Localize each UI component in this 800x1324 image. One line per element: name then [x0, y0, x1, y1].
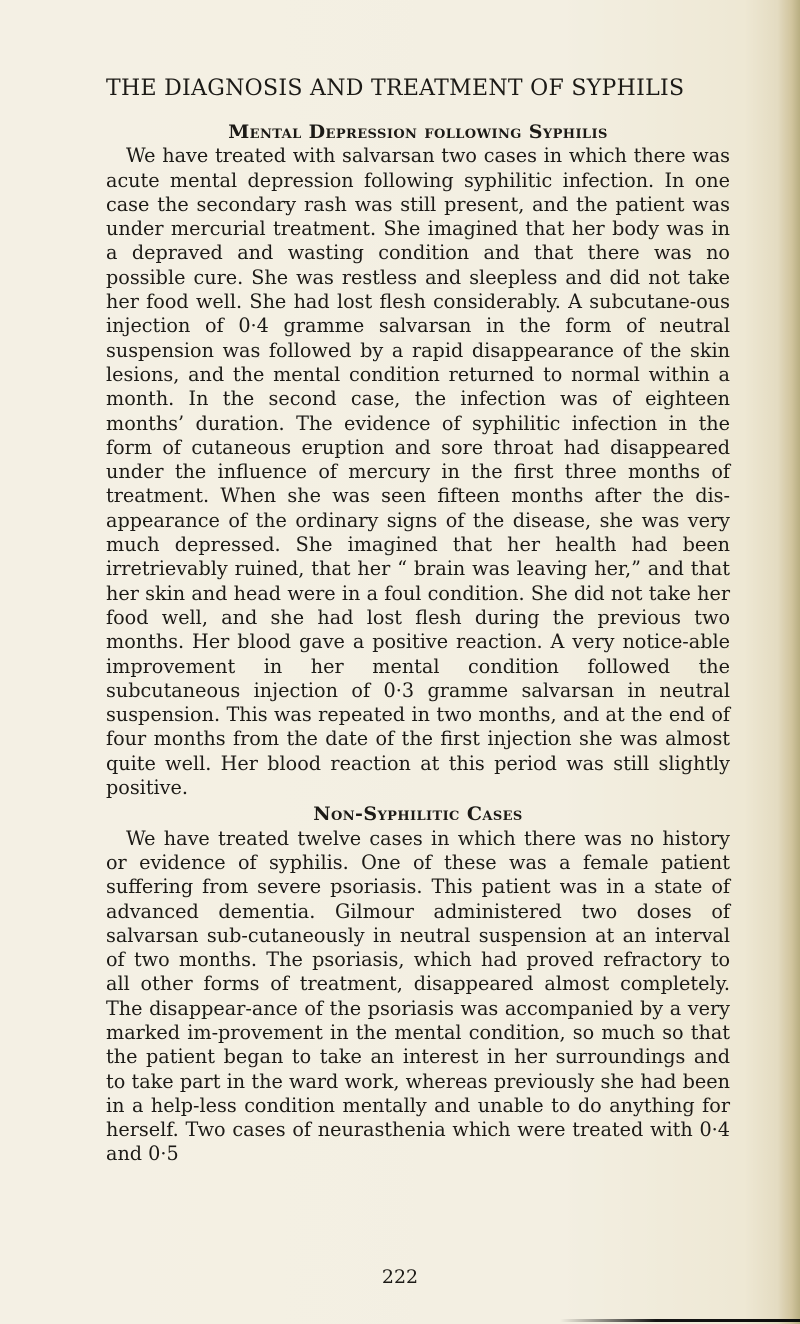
section-heading-mental-depression: Mental Depression following Syphilis	[228, 121, 608, 143]
page-edge-shading	[778, 0, 800, 1324]
section-heading-non-syphilitic: Non-Syphilitic Cases	[313, 803, 523, 826]
paragraph-mental-depression: We have treated with salvarsan two cases in which there was acute mental depression following syphilitic infection. In one case the secondary rash was still present, and the patient was under mercurial treatment. She imagined that her body was in a depraved and wasting condition and that there was no possible cure. She was restless and sleepless and did not take her food well. She had lost flesh considerably. A subcutane-ous injection of 0·4 gramme salvarsan in the form of neutral suspension was followed by a rapid disappearance of the skin lesions, and the mental condition returned to normal within a month. In the second case, the infection was of eighteen months’ duration. The evidence of syphilitic infection in the form of cutaneous eruption and sore throat had disappeared under the influence of mercury in the first three months of treatment. When she was seen fifteen months after the dis-appearance of the ordinary signs of the disease, she was very much depressed. She imagined that her health had been irretrievably ruined, that her “ brain was leaving her,” and that her skin and head were in a foul condition. She did not take her food well, and she had lost flesh during the previous two months. Her blood gave a positive reaction. A very notice-able improvement in her mental condition followed the subcutaneous injection of 0·3 gramme salvarsan in neutral suspension. This was repeated in two months, and at the end of four months from the date of the first injection she was almost quite well. Her blood reaction at this period was still slightly positive.	[106, 144, 730, 800]
paragraph-non-syphilitic: We have treated twelve cases in which there was no history or evidence of syphilis. One of these was a female patient suffering from severe psoriasis. This patient was in a state of advanced dementia. Gilmour administered two doses of salvarsan sub-cutaneously in neutral suspension at an interval of two months. The psoriasis, which had proved refractory to all other forms of treatment, disappeared almost completely. The disappear-ance of the psoriasis was accompanied by a very marked im-provement in the mental condition, so much so that the patient began to take an interest in her surroundings and to take part in the ward work, whereas previously she had been in a help-less condition mentally and unable to do anything for herself. Two cases of neurasthenia which were treated with 0·4 and 0·5	[106, 826, 730, 1166]
page-number: 222	[381, 1266, 419, 1288]
running-head: THE DIAGNOSIS AND TREATMENT OF SYPHILIS	[106, 76, 685, 101]
body-text	[106, 120, 730, 1167]
page-bottom-edge	[560, 1319, 800, 1322]
